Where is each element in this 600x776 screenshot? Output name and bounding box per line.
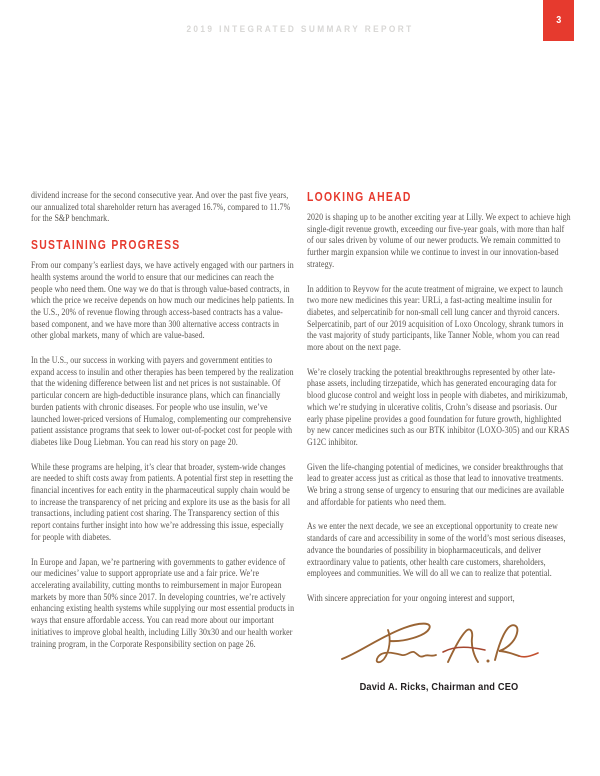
signature-block — [307, 611, 571, 693]
page-number-badge — [543, 0, 574, 41]
body-paragraph: With sincere appreciation for your ongoing interest and support, — [307, 592, 515, 604]
report-title: 2019 INTEGRATED SUMMARY REPORT — [186, 24, 414, 34]
body-paragraph: 2020 is shaping up to be another exciting year at Lilly. We expect to achieve high single-digit revenue growth, exceeding our five-year goals, with more than half of our sales driven by volume of our newer products. We remain committed to further margin expansion while we continue to invest in our innovation-based strategy. — [307, 212, 571, 270]
body-paragraph: While these programs are helping, it’s clear that broader, system-wide changes are needed to shift costs away from patients. A potential first step in resetting the financial incentives for each entity in the pharmaceutical supply chain would be to increase the transparency of net pricing and explore its use as the basis for all transactions, including patient cost sharing. The Transparency section of this report contains further insight into how we’re addressing this issue, especially for people with diabetes. — [31, 461, 293, 543]
body-paragraph: In Europe and Japan, we’re partnering with governments to gather evidence of our medicines’ value to support appropriate use and a fair price. We’re accelerating availability, cutting months to reimbursement in major European markets by more than 50% since 2017. In developing countries, we’re actively enhancing existing health systems while supplying our most essential products in ways that ensure affordable access. You can read more about our important initiatives to improve global health, including Lilly 30x30 and our health worker training program, in the Corporate Responsibility section on page 26. — [31, 556, 295, 650]
body-paragraph: We’re closely tracking the potential breakthroughs represented by other late-phase assets, including tirzepatide, which has generated encouraging data for blood glucose control and weight loss in people with diabetes, and mirikizumab, which we’re studying in ulcerative colitis, Crohn’s disease and psoriasis. Our early phase pipeline provides a good foundation for future growth, highlighted by new cancer medicines such as our BTK inhibitor (LOXO-305) and our KRAS G12C inhibitor. — [307, 366, 570, 448]
body-paragraph: In addition to Reyvow for the acute treatment of migraine, we expect to launch two more new medicines this year: URLi, a fast-acting mealtime insulin for diabetes, and selpercatinib for non-small cell lung cancer and thyroid cancers. Selpercatinib, part of our 2019 acquisition of Loxo Oncology, shrank tumors in the vast majority of study participants, like Tanner Noble, whom you can read more about on the next page. — [307, 283, 564, 354]
body-paragraph: In the U.S., our success in working with payers and government entities to expand access to insulin and other therapies has been tempered by the realization that the widening difference between list and net prices is not sustainable. Of particular concern are high-deductible insurance plans, which can financially burden patients with chronic diseases. For people who use insulin, we’ve launched lower-priced versions of Humalog, complementing our comprehensive patient assistance programs that seek to lower out-of-pocket cost for people with diabetes like Doug Liebman. You can read his story on page 20. — [31, 355, 294, 448]
right-column — [307, 190, 571, 693]
handwritten-signature-icon — [336, 611, 542, 671]
section-heading-sustaining-progress: SUSTAINING PROGRESS — [31, 237, 181, 253]
section-heading-looking-ahead: LOOKING AHEAD — [307, 189, 412, 204]
body-paragraph: Given the life-changing potential of medicines, we consider breakthroughs that lead to greater access just as critical as those that lead to innovative treatments. We bring a strong sense of urgency to ensuring that our medicines are available and affordable for patients who need them. — [307, 461, 565, 508]
signatory-name: David A. Ricks, Chairman and CEO — [359, 680, 519, 693]
body-paragraph: From our company’s earliest days, we have actively engaged with our partners in health systems around the world to ensure that our medicines can reach the people who need them. One way we do that is through value-based contracts, in which the price we receive depends on how much our medicines help patients. In the U.S., 20% of revenue flowing through access-based contracts has a value-based component, and we have more than 300 alternative access contracts in other global markets, many of which are value-based. — [31, 260, 294, 342]
body-paragraph: dividend increase for the second consecutive year. And over the past five years, our annualized total shareholder return has averaged 16.7%, compared to 11.7% for the S&P benchmark. — [31, 190, 291, 225]
left-column — [31, 190, 295, 663]
page-number: 3 — [555, 15, 562, 26]
body-paragraph: As we enter the next decade, we see an exceptional opportunity to create new standards of care and accessibility in some of the world’s most serious diseases, advance the boundaries of possibility in biopharmaceuticals, and deliver extraordinary value to patients, other health care customers, shareholders, employees and communities. We will do all we can to realize that potential. — [307, 521, 566, 580]
